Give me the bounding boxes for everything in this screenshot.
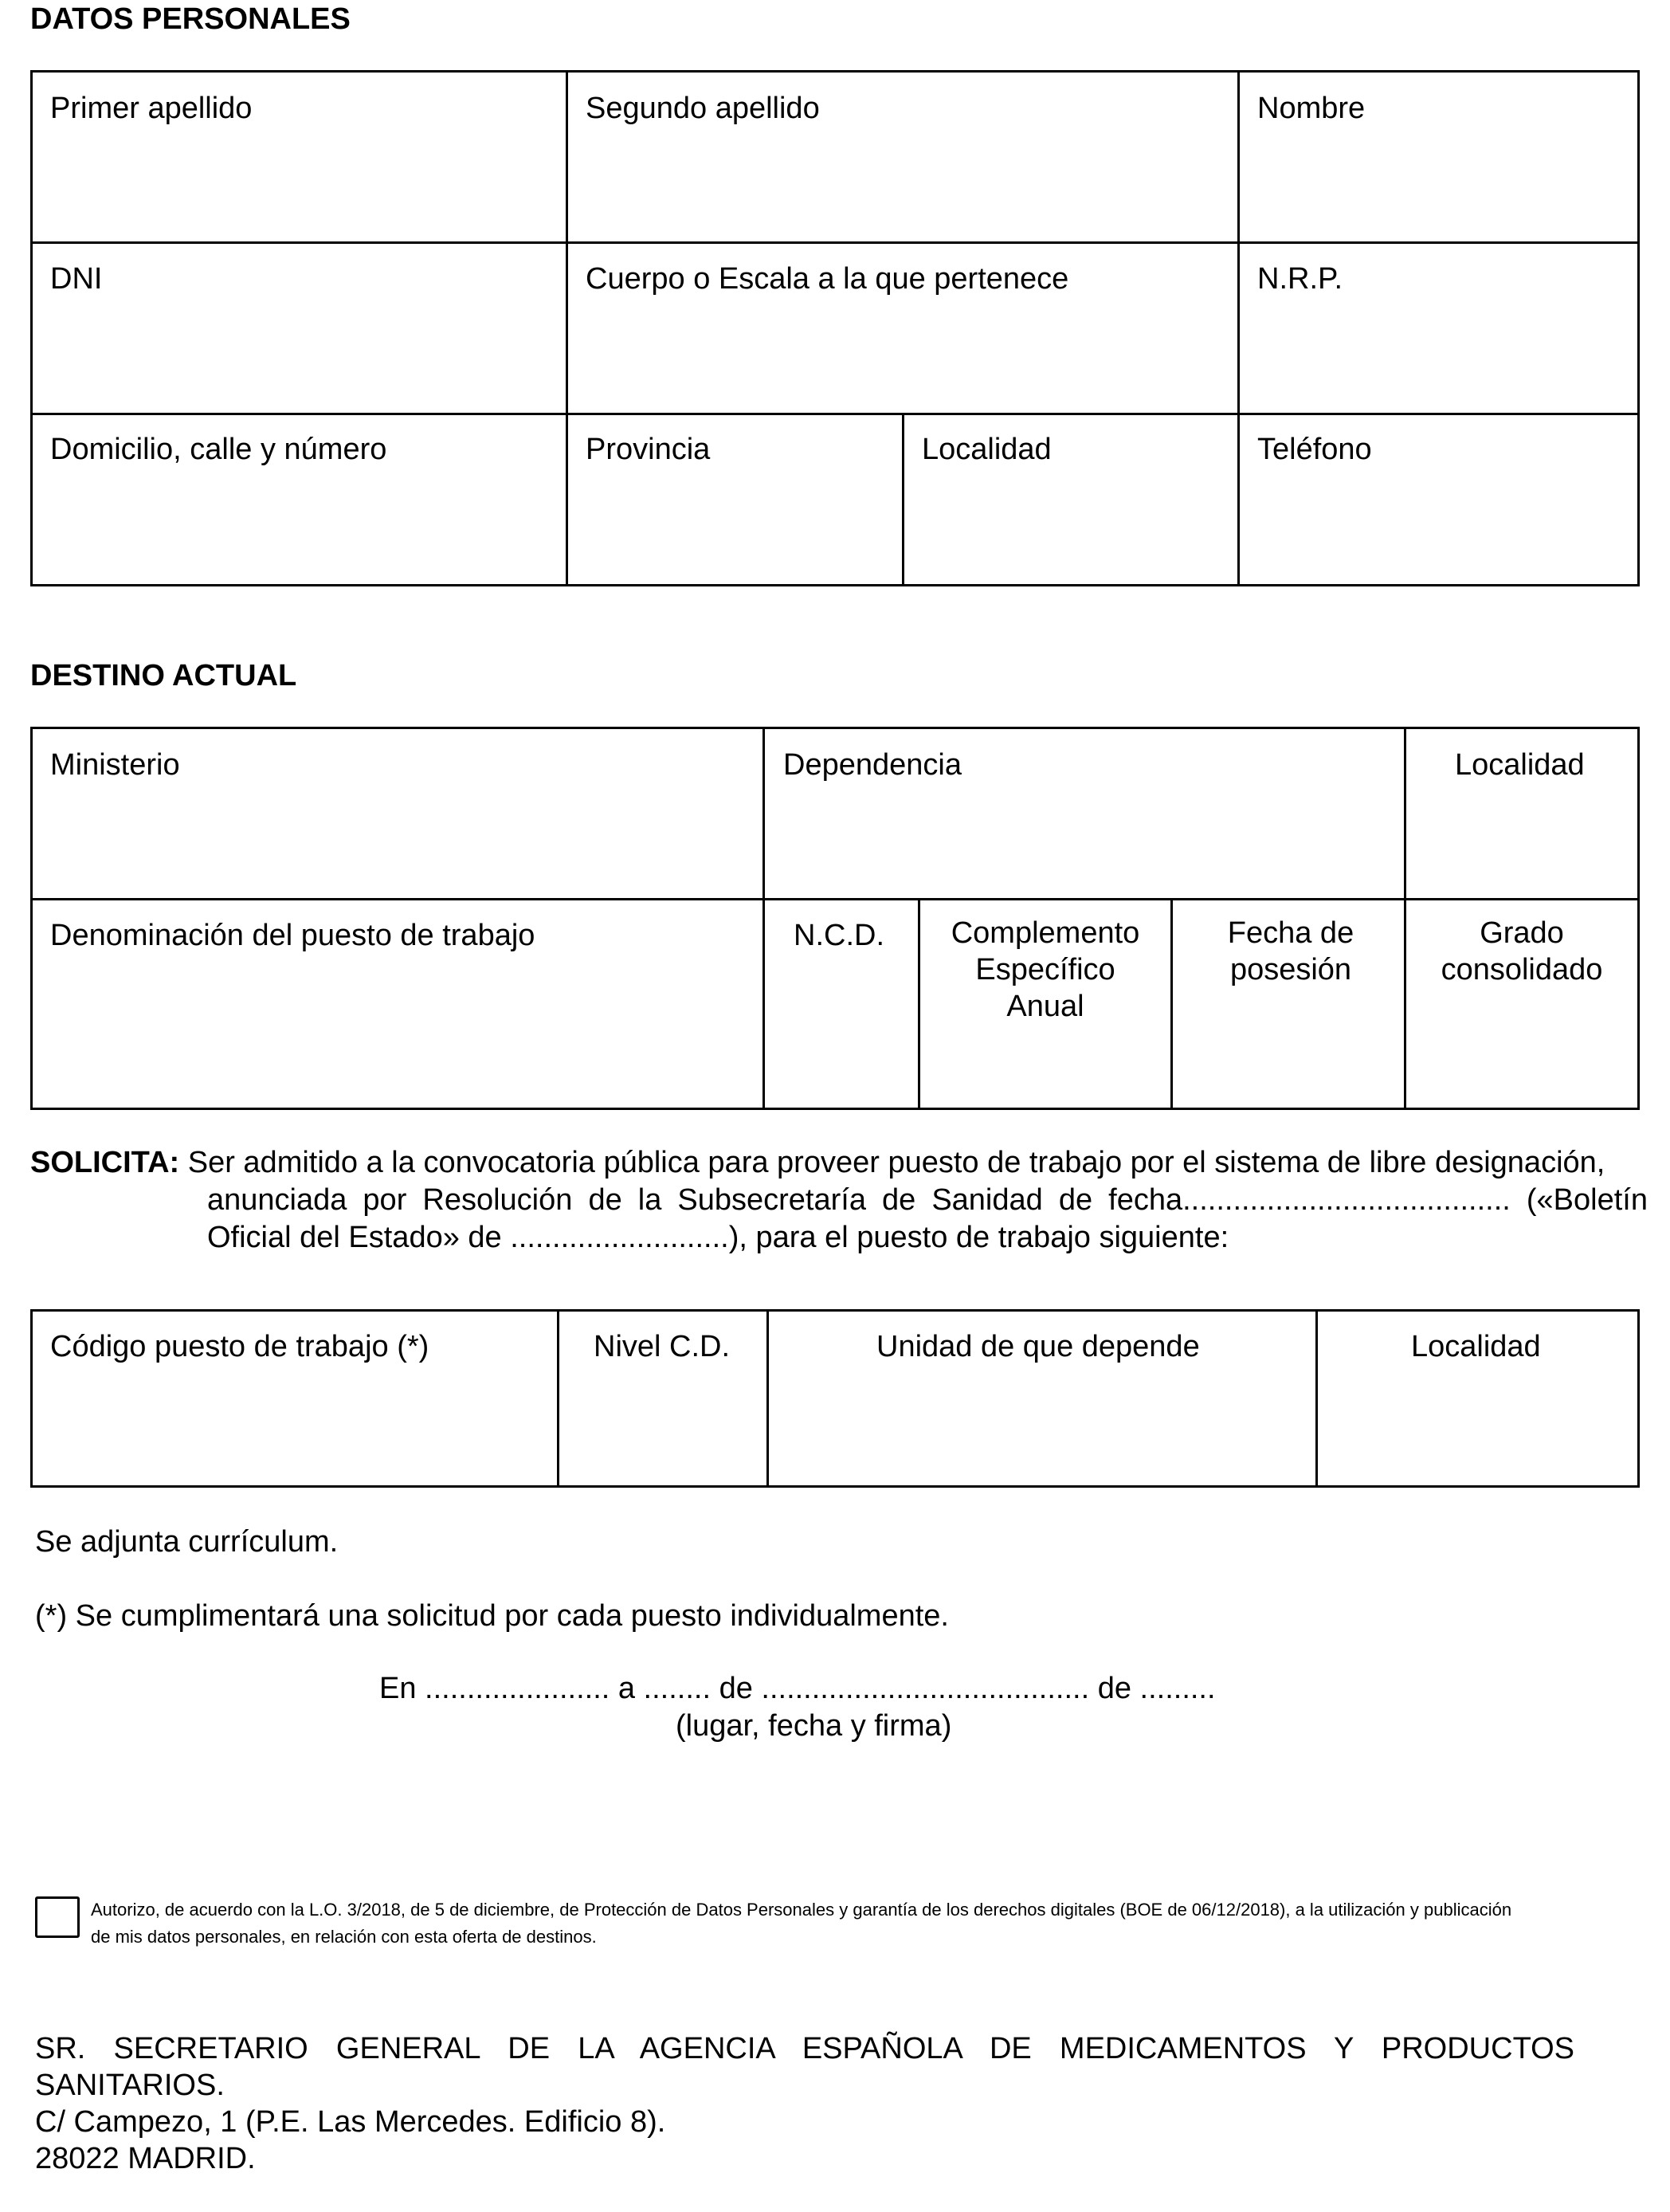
segundo-apellido-field[interactable]: Segundo apellido [586, 92, 820, 125]
provincia-field[interactable]: Provincia [586, 433, 711, 466]
table-divider [762, 727, 765, 1110]
datos-personales-table [30, 70, 1640, 586]
curriculum-note: Se adjunta currículum. [35, 1525, 339, 1559]
solicita-text-line3: Oficial del Estado» de ..........................), para el puesto de trabajo siguiente: [207, 1221, 1229, 1254]
table-divider [1404, 727, 1406, 1110]
place-date-line[interactable]: En ...................... a ........ de ....................................... de ......... [379, 1672, 1216, 1705]
grado-consolidado-field[interactable]: Grado consolidado [1441, 916, 1603, 986]
fecha-posesion-field[interactable]: Fecha de posesión [1227, 916, 1354, 986]
codigo-puesto-field[interactable]: Código puesto de trabajo (*) [50, 1330, 429, 1363]
nombre-field[interactable]: Nombre [1257, 92, 1366, 125]
dependencia-field[interactable]: Dependencia [783, 748, 962, 782]
solicita-label: SOLICITA: [30, 1146, 180, 1179]
table-divider [766, 1309, 769, 1488]
consent-line1: Autorizo, de acuerdo con la L.O. 3/2018, de 5 de diciembre, de Protección de Datos Personales y garantía de los derechos digitales (BOE de 06/12/2018), a la utilización y publicación [91, 1900, 1512, 1920]
ministerio-field[interactable]: Ministerio [50, 748, 180, 782]
table-divider [1170, 898, 1173, 1110]
nrp-field[interactable]: N.R.P. [1257, 262, 1343, 296]
localidad-field[interactable]: Localidad [922, 433, 1052, 466]
puesto-localidad-field[interactable]: Localidad [1411, 1330, 1541, 1363]
destino-localidad-field[interactable]: Localidad [1455, 748, 1585, 782]
table-divider [30, 413, 1640, 415]
datos-personales-title: DATOS PERSONALES [30, 2, 351, 36]
table-divider [1237, 70, 1240, 586]
dni-field[interactable]: DNI [50, 262, 103, 296]
table-divider [557, 1309, 559, 1488]
denominacion-puesto-field[interactable]: Denominación del puesto de trabajo [50, 919, 535, 952]
addressee-line1: SR. SECRETARIO GENERAL DE LA AGENCIA ESPAÑOLA DE MEDICAMENTOS Y PRODUCTOS [35, 2032, 1574, 2065]
solicita-text-line1: Ser admitido a la convocatoria pública para proveer puesto de trabajo por el sistema de libre designación, [187, 1146, 1605, 1179]
table-divider [566, 70, 568, 586]
addressee-line3: C/ Campezo, 1 (P.E. Las Mercedes. Edificio 8). [35, 2105, 666, 2139]
consent-checkbox[interactable] [35, 1896, 80, 1938]
cuerpo-escala-field[interactable]: Cuerpo o Escala a la que pertenece [586, 262, 1069, 296]
footnote: (*) Se cumplimentará una solicitud por cada puesto individualmente. [35, 1599, 949, 1633]
table-divider [30, 241, 1640, 244]
complemento-especifico-field[interactable]: Complemento Específico Anual [951, 916, 1140, 1023]
consent-text [91, 1896, 1597, 1951]
consent-line2: de mis datos personales, en relación con esta oferta de destinos. [91, 1927, 597, 1947]
table-divider [918, 898, 920, 1110]
nivel-cd-field[interactable]: Nivel C.D. [594, 1330, 731, 1363]
ncd-field[interactable]: N.C.D. [794, 919, 884, 952]
solicita-text-line2: anunciada por Resolución de la Subsecretaría de Sanidad de fecha....................................... («Boletín [207, 1183, 1648, 1217]
table-divider [1315, 1309, 1318, 1488]
domicilio-field[interactable]: Domicilio, calle y número [50, 433, 387, 466]
table-divider [902, 413, 904, 586]
telefono-field[interactable]: Teléfono [1257, 433, 1372, 466]
table-divider [30, 898, 1640, 900]
addressee-block [35, 2030, 1574, 2177]
addressee-line2: SANITARIOS. [35, 2069, 225, 2102]
signature-hint: (lugar, fecha y firma) [676, 1709, 952, 1743]
primer-apellido-field[interactable]: Primer apellido [50, 92, 253, 125]
addressee-line4: 28022 MADRID. [35, 2142, 256, 2175]
unidad-depende-field[interactable]: Unidad de que depende [876, 1330, 1200, 1363]
solicita-paragraph [30, 1144, 1648, 1257]
destino-actual-title: DESTINO ACTUAL [30, 659, 297, 692]
